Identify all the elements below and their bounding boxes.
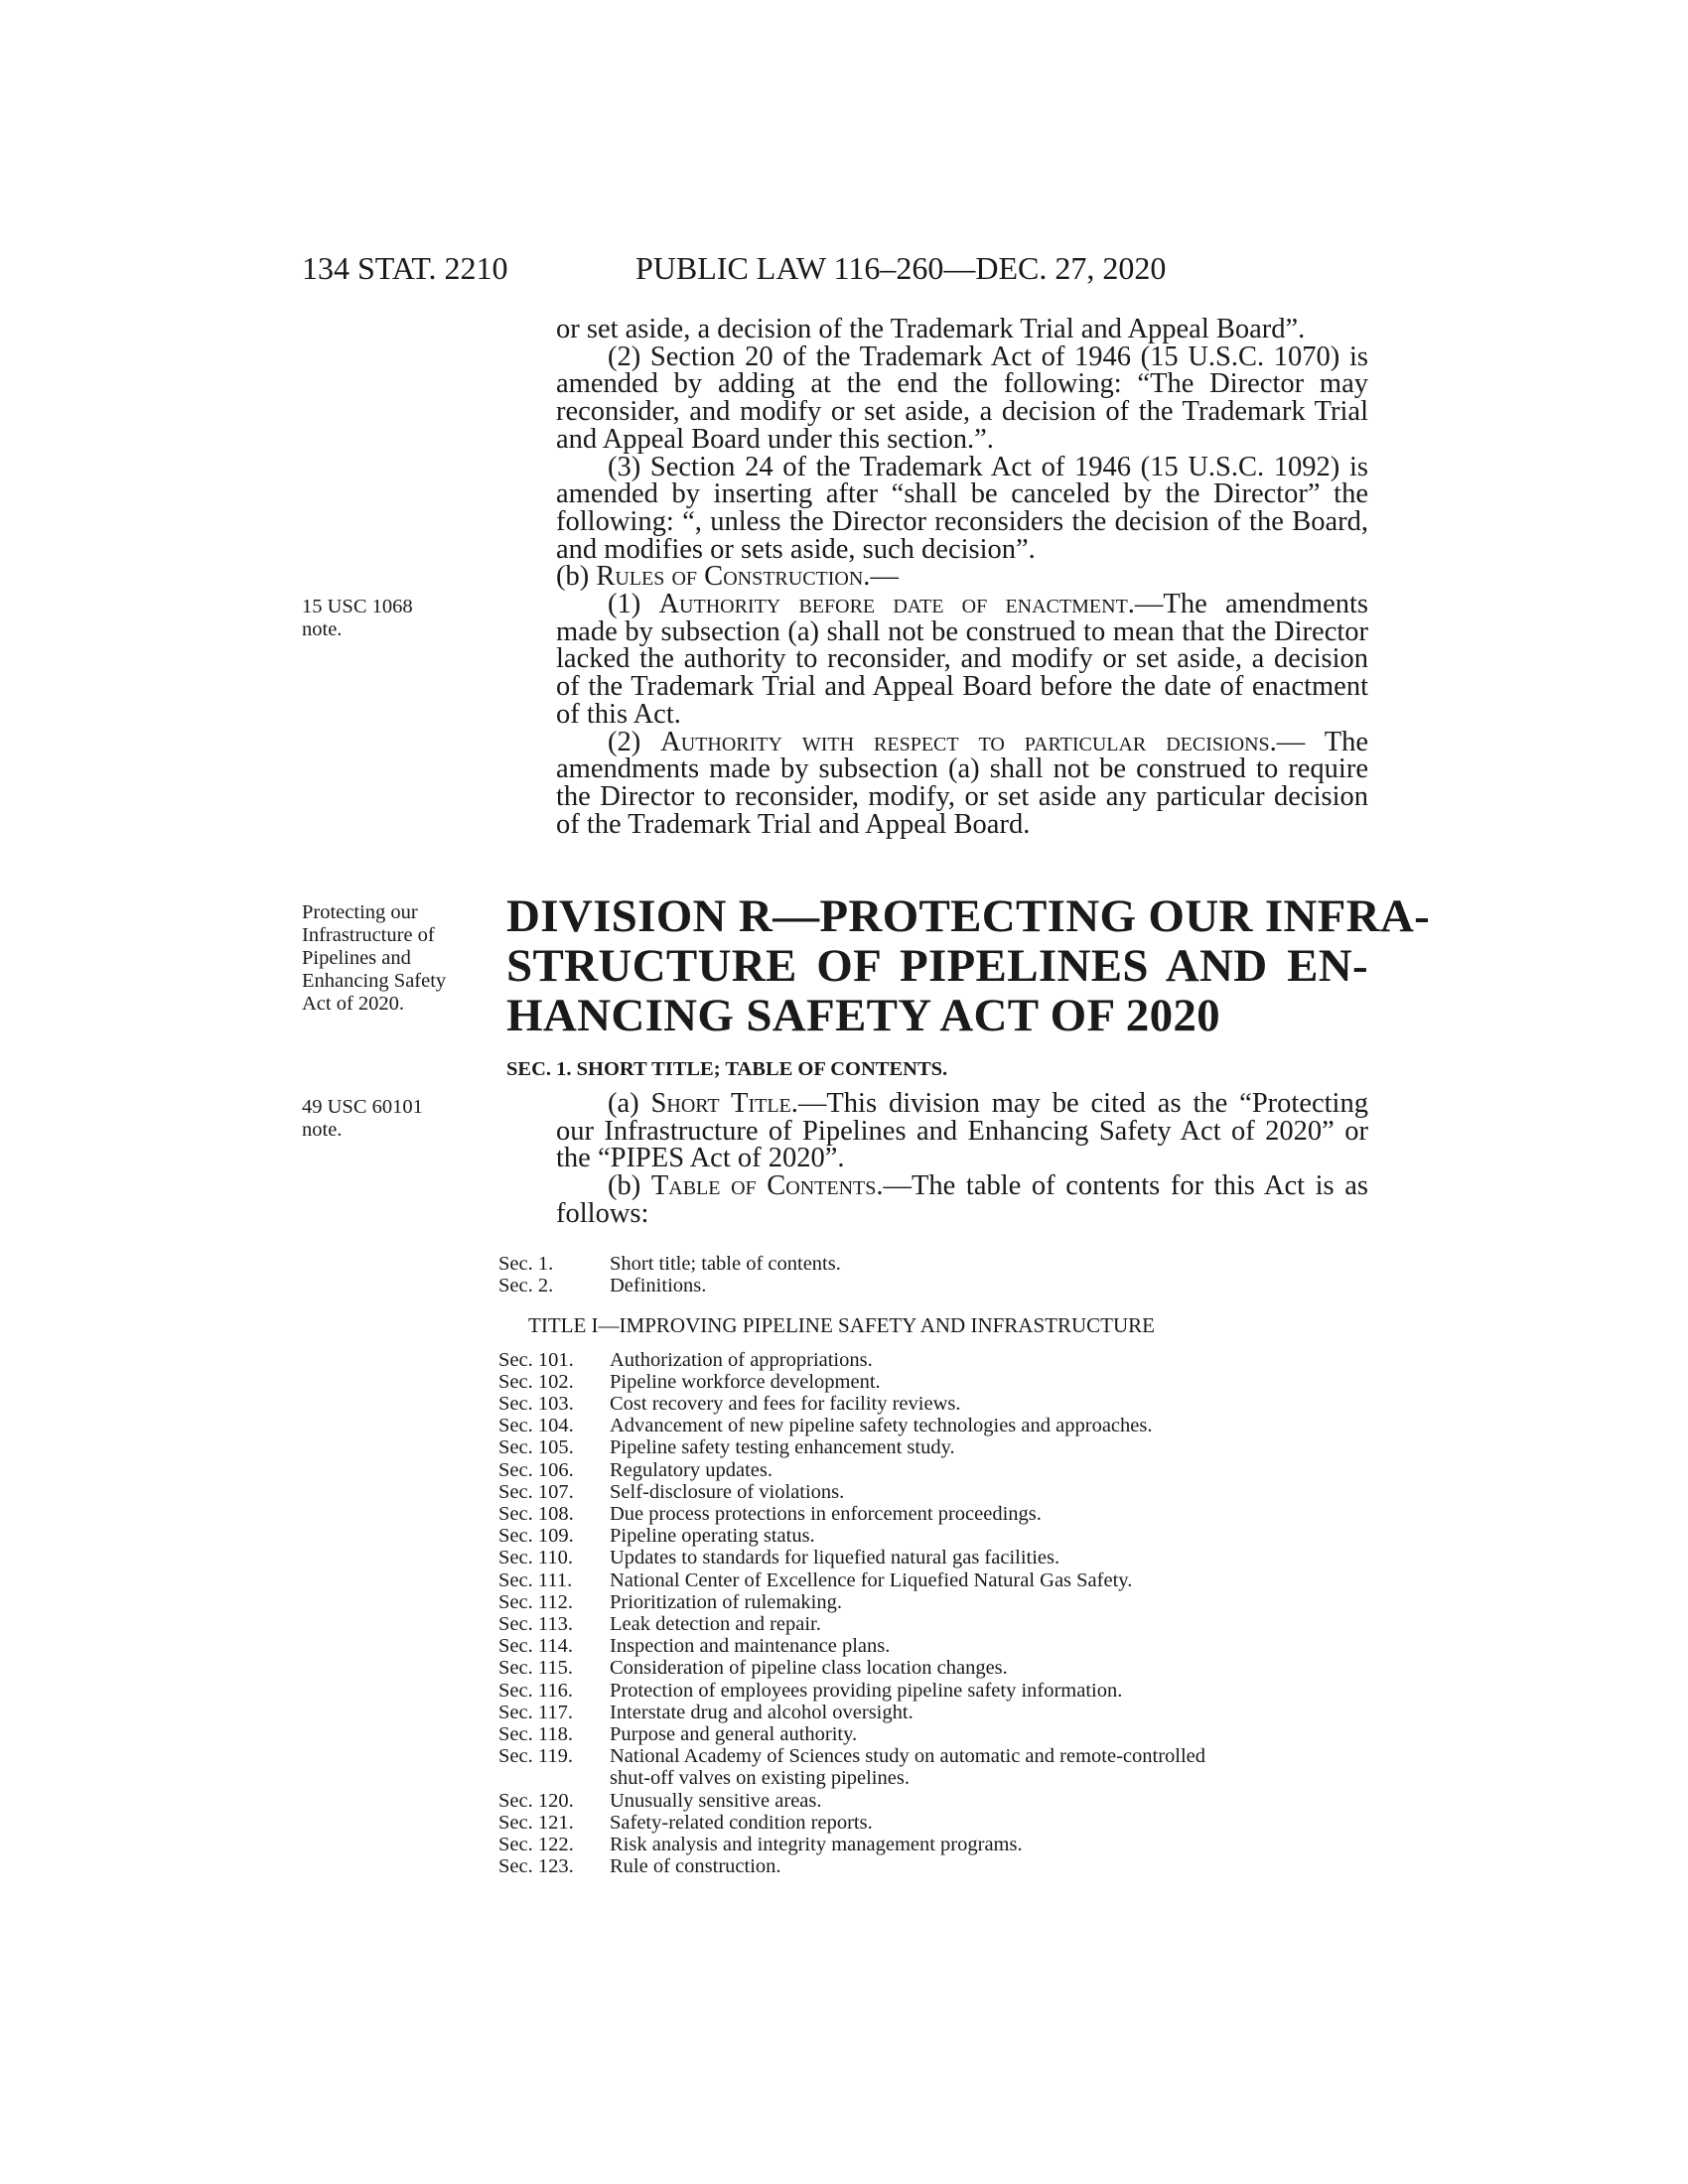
toc-entry	[498, 1415, 1372, 1436]
toc-number: Sec. 102.	[498, 1370, 574, 1393]
margin-note-line: Enhancing Safety	[302, 970, 447, 992]
toc-text: Short title; table of contents.	[610, 1253, 841, 1275]
toc-number: Sec. 106.	[498, 1458, 574, 1481]
toc-text: Prioritization of rulemaking.	[610, 1590, 842, 1613]
margin-note-line: Protecting our	[302, 901, 418, 923]
margin-note-line: 49 USC 60101	[302, 1096, 423, 1118]
paragraph-text: —The table of contents for this Act is as follows:	[556, 1170, 1369, 1229]
margin-note-line: note.	[302, 1119, 343, 1141]
toc-number: Sec. 120.	[498, 1789, 574, 1812]
toc-entry	[498, 1349, 1372, 1371]
toc-text: Consideration of pipeline class location changes.	[610, 1657, 1008, 1680]
toc-text: National Center of Excellence for Liquefied Natural Gas Safety.	[610, 1569, 1133, 1591]
label: (2)	[608, 726, 661, 757]
toc-text: Pipeline workforce development.	[610, 1370, 881, 1393]
toc-text: Pipeline operating status.	[610, 1525, 815, 1548]
margin-note-line: 15 USC 1068	[302, 596, 413, 617]
toc-entry	[498, 1547, 1372, 1569]
toc-text: Regulatory updates.	[610, 1458, 773, 1481]
section-1-text	[556, 1090, 1368, 1228]
toc-entry	[498, 1790, 1372, 1812]
toc-text: Interstate drug and alcohol oversight.	[610, 1701, 914, 1723]
paragraph-heading: Authority before date of enactment.	[658, 589, 1135, 620]
toc-text: Definitions.	[610, 1275, 707, 1297]
toc-number: Sec. 110.	[498, 1547, 573, 1570]
toc-number: Sec. 112.	[498, 1590, 573, 1613]
toc-entry	[498, 1525, 1372, 1547]
toc-entry	[498, 1591, 1372, 1613]
toc-text: Safety-related condition reports.	[610, 1811, 873, 1834]
toc-number: Sec. 108.	[498, 1503, 574, 1526]
toc-number: Sec. 122.	[498, 1834, 574, 1856]
toc-entry	[498, 1657, 1372, 1679]
toc-text: Leak detection and repair.	[610, 1613, 821, 1636]
division-title-line: STRUCTURE OF PIPELINES AND EN-	[506, 940, 1368, 992]
paragraph: (3) Section 24 of the Trademark Act of 1946 (15 U.S.C. 1092) is amended by inserting after “shall be canceled by the Director” the following: “, unless the Director reconsiders the decision of the Board, and modifies or sets aside, such decision”.	[556, 451, 1368, 565]
paragraph-heading: Authority with respect to particular decisions.	[660, 726, 1277, 757]
toc-entry	[498, 1481, 1372, 1503]
toc-number: Sec. 105.	[498, 1436, 574, 1459]
toc-entry	[498, 1680, 1372, 1702]
toc-number: Sec. 119.	[498, 1745, 573, 1768]
toc-number: Sec. 115.	[498, 1657, 573, 1680]
toc-number: Sec. 1.	[498, 1253, 554, 1275]
toc-text: Protection of employees providing pipeline safety information.	[610, 1679, 1123, 1702]
toc-number: Sec. 117.	[498, 1701, 573, 1723]
division-title-line: HANCING SAFETY ACT OF 2020	[506, 990, 1220, 1041]
toc-entry	[498, 1723, 1372, 1745]
margin-note-line: Act of 2020.	[302, 993, 405, 1015]
toc-text: Updates to standards for liquefied natural gas facilities.	[610, 1547, 1060, 1570]
toc-entry	[498, 1459, 1372, 1481]
toc-number: Sec. 104.	[498, 1415, 574, 1437]
label: (1)	[608, 589, 659, 620]
toc-entry	[498, 1834, 1372, 1855]
toc-text: Self-disclosure of violations.	[610, 1480, 845, 1503]
label: (b)	[608, 1170, 651, 1202]
toc-text: Due process protections in enforcement proceedings.	[610, 1503, 1042, 1526]
toc-entry	[498, 1503, 1372, 1525]
toc-text: Authorization of appropriations.	[610, 1348, 873, 1371]
toc-number: Sec. 109.	[498, 1525, 574, 1548]
toc-text: Cost recovery and fees for facility reviews.	[610, 1393, 961, 1416]
toc-entry	[498, 1371, 1372, 1393]
section-heading: SEC. 1. SHORT TITLE; TABLE OF CONTENTS.	[506, 1058, 948, 1080]
toc-number: Sec. 107.	[498, 1480, 574, 1503]
toc-entry	[498, 1635, 1372, 1657]
toc-entry	[498, 1570, 1372, 1591]
toc-text: Advancement of new pipeline safety technologies and approaches.	[610, 1415, 1153, 1437]
toc-text: Pipeline safety testing enhancement study.	[610, 1436, 955, 1459]
toc-number: Sec. 114.	[498, 1635, 573, 1658]
paragraph-text: —This division may be cited as the “Protecting our Infrastructure of Pipelines and Enhancing Safety Act of 2020” or the “PIPES Act of 2020”.	[556, 1088, 1368, 1174]
body-text	[556, 316, 1368, 838]
paragraph-text: — The amendments made by subsection (a) shall not be construed to require the Director to reconsider, modify, or set aside any particular decision of the Trademark Trial and Appeal Board.	[556, 726, 1369, 840]
toc-number: Sec. 2.	[498, 1275, 554, 1297]
toc-text-continuation: shut-off valves on existing pipelines.	[610, 1767, 910, 1790]
division-title	[506, 890, 1431, 1041]
division-title-line: DIVISION R—PROTECTING OUR INFRA-	[506, 890, 1431, 942]
paragraph	[556, 726, 1369, 840]
label: (a)	[608, 1088, 651, 1119]
toc-number: Sec. 103.	[498, 1393, 574, 1416]
margin-note-line: note.	[302, 618, 343, 640]
paragraph	[556, 591, 1368, 729]
toc-number: Sec. 116.	[498, 1679, 573, 1702]
margin-note-short-title	[302, 901, 446, 1016]
toc-number: Sec. 101.	[498, 1348, 574, 1371]
toc-number: Sec. 121.	[498, 1811, 574, 1834]
toc-entry	[498, 1702, 1372, 1723]
table-of-contents	[498, 1253, 1372, 1877]
toc-entry	[498, 1436, 1372, 1458]
toc-text: Unusually sensitive areas.	[610, 1789, 822, 1812]
margin-note-line: Infrastructure of	[302, 924, 435, 946]
paragraph-heading: Table of Contents.	[650, 1170, 884, 1202]
margin-note-usc-60101	[302, 1096, 423, 1142]
toc-number: Sec. 113.	[498, 1613, 573, 1636]
toc-title-heading: TITLE I—IMPROVING PIPELINE SAFETY AND INFRASTRUCTURE	[528, 1313, 1155, 1338]
paragraph	[556, 1172, 1368, 1227]
toc-text: Risk analysis and integrity management programs.	[610, 1834, 1023, 1856]
margin-note-line: Pipelines and	[302, 947, 411, 969]
subsection-heading: Rules of Construction.—	[596, 561, 899, 593]
toc-text: Purpose and general authority.	[610, 1723, 858, 1746]
toc-text: Rule of construction.	[610, 1855, 781, 1878]
paragraph-heading: Short Title.	[650, 1088, 798, 1119]
toc-number: Sec. 118.	[498, 1723, 573, 1746]
toc-entry	[498, 1253, 1372, 1275]
paragraph	[556, 1090, 1368, 1172]
toc-entry	[498, 1275, 1372, 1297]
label: (b)	[556, 561, 597, 593]
page-stat-citation: 134 STAT. 2210	[302, 250, 508, 286]
subsection-b	[556, 563, 1368, 591]
paragraph-text: —The amendments made by subsection (a) shall not be construed to mean that the Director lacked the authority to reconsider, and modify or set aside, a decision of the Trademark Trial and Appeal Board before the date of enactment of this Act.	[556, 589, 1368, 730]
toc-entry	[498, 1812, 1372, 1834]
toc-entry	[498, 1613, 1372, 1635]
paragraph: or set aside, a decision of the Trademark Trial and Appeal Board”.	[556, 314, 1306, 344]
toc-entry	[498, 1855, 1372, 1877]
toc-number: Sec. 123.	[498, 1855, 574, 1878]
margin-note-usc-1068	[302, 596, 413, 641]
toc-entry	[498, 1393, 1372, 1415]
toc-number: Sec. 111.	[498, 1569, 573, 1591]
toc-text: National Academy of Sciences study on automatic and remote-controlled	[610, 1745, 1206, 1768]
toc-text: Inspection and maintenance plans.	[610, 1635, 891, 1658]
paragraph: (2) Section 20 of the Trademark Act of 1946 (15 U.S.C. 1070) is amended by adding at the end the following: “The Director may reconsider, and modify or set aside, a decision of the Trademark Trial and Appeal Board under this section.”.	[556, 341, 1368, 455]
toc-items	[498, 1349, 1372, 1878]
running-header: PUBLIC LAW 116–260—DEC. 27, 2020	[635, 250, 1167, 286]
toc-entry	[498, 1745, 1372, 1767]
